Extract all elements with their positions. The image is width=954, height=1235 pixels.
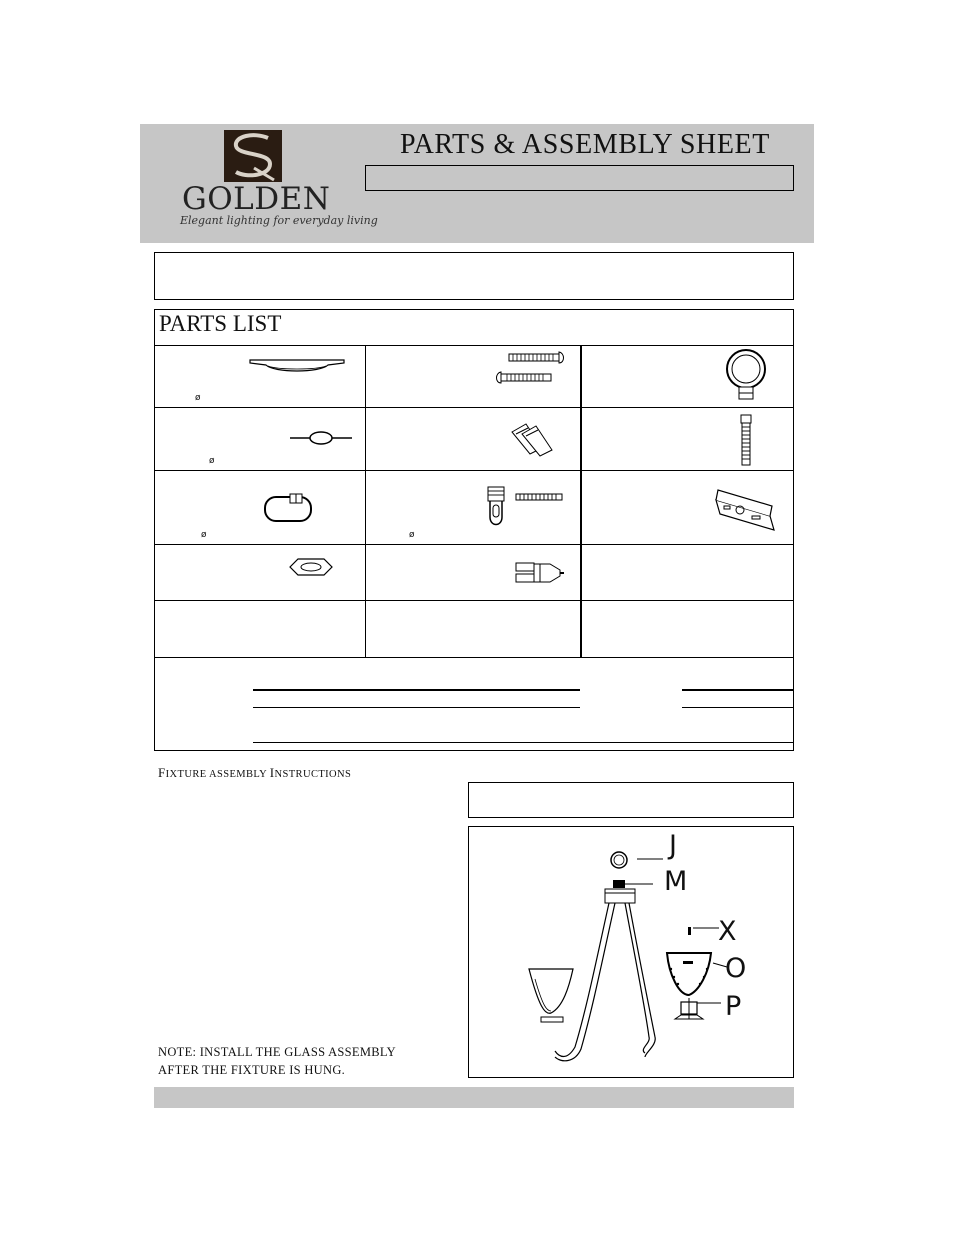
- brand-name: GOLDEN: [182, 181, 331, 217]
- callout-j: J: [669, 830, 677, 861]
- signature-line: [253, 707, 580, 708]
- instructions-title-part: IXTURE ASSEMBLY: [165, 769, 270, 780]
- diagram-label-box: [468, 782, 794, 818]
- socket-icon: [514, 560, 566, 586]
- loop-icon: [722, 347, 770, 403]
- instructions-title: [158, 765, 351, 781]
- table-divider: [154, 345, 794, 346]
- diameter-symbol: ø: [195, 393, 201, 403]
- brand-tagline: Elegant lighting for everyday living: [180, 214, 378, 227]
- diameter-symbol: ø: [409, 530, 415, 540]
- instructions-title-part: I: [269, 765, 275, 780]
- callout-x: X: [718, 916, 737, 947]
- callout-p: P: [725, 991, 742, 1022]
- signature-line: [682, 707, 793, 708]
- table-divider: [154, 470, 794, 471]
- diameter-symbol: ø: [201, 530, 207, 540]
- info-box: [154, 252, 794, 300]
- table-divider: [365, 345, 366, 657]
- installation-note: [158, 1043, 396, 1079]
- table-divider: [154, 544, 794, 545]
- instructions-title-part: NSTRUCTIONS: [274, 769, 352, 780]
- mounting-bracket-icon: [712, 486, 778, 536]
- canopy-icon: [248, 357, 346, 379]
- chain-link-icon: [288, 428, 354, 448]
- callout-m: M: [664, 866, 688, 897]
- fixture-drawing-icon: [469, 827, 791, 1075]
- hex-nut-icon: [288, 557, 334, 577]
- signature-line: [682, 689, 793, 691]
- note-line: AFTER THE FIXTURE IS HUNG.: [158, 1063, 346, 1077]
- table-divider: [154, 600, 794, 601]
- page-title: PARTS & ASSEMBLY SHEET: [400, 129, 770, 160]
- signature-line: [253, 742, 793, 743]
- model-number-field: [365, 165, 794, 191]
- swivel-icon: [484, 485, 564, 529]
- instructions-title-part: F: [158, 765, 166, 780]
- golden-logo-icon: [224, 130, 282, 182]
- table-divider: [154, 407, 794, 408]
- callout-o: O: [725, 953, 747, 984]
- quick-link-icon: [262, 491, 314, 525]
- signature-line: [253, 689, 580, 691]
- diameter-symbol: ø: [209, 456, 215, 466]
- screws-icon: [495, 350, 567, 386]
- threaded-pipe-icon: [738, 413, 754, 467]
- note-line: NOTE: INSTALL THE GLASS ASSEMBLY: [158, 1045, 396, 1059]
- wire-connector-icon: [508, 420, 554, 458]
- parts-list-title: PARTS LIST: [159, 311, 282, 336]
- footer-band: [154, 1087, 794, 1108]
- table-divider: [580, 345, 582, 657]
- table-divider: [154, 657, 794, 658]
